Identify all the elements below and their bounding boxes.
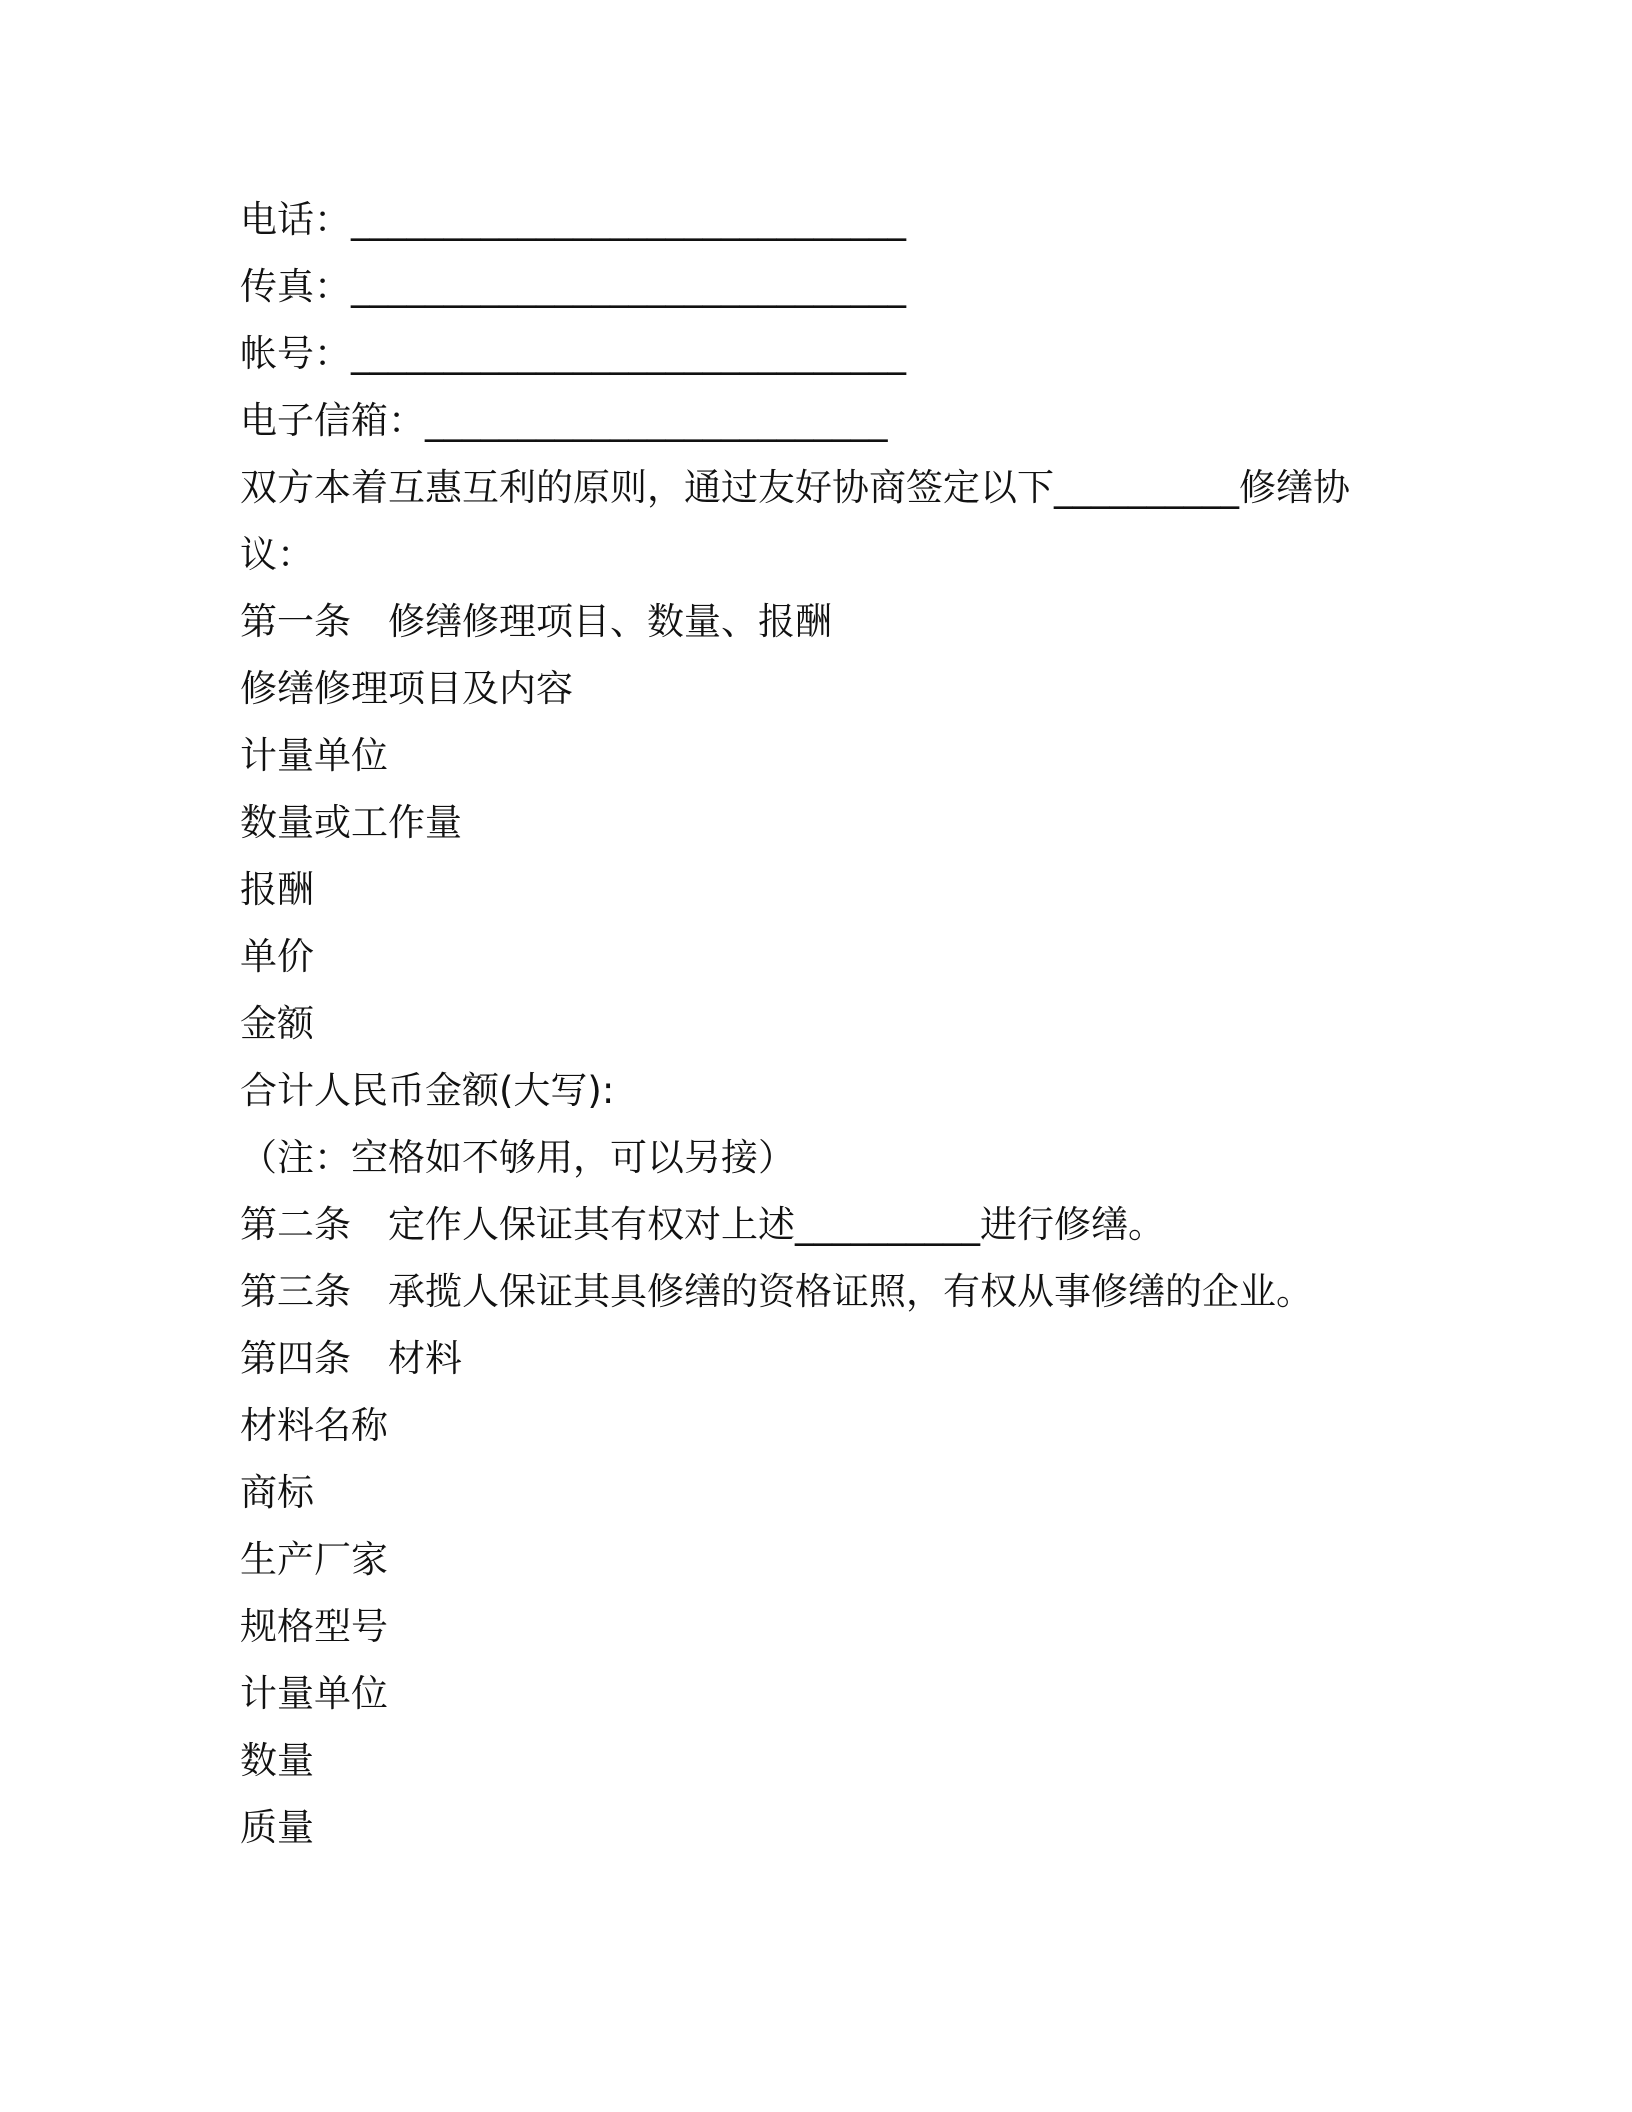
article-2: 第二条 定作人保证其有权对上述__________进行修缮。 [240, 1203, 1165, 1246]
spec-model-label: 规格型号 [240, 1605, 388, 1648]
remuneration-label: 报酬 [240, 868, 314, 911]
material-unit-label: 计量单位 [240, 1672, 388, 1715]
amount-label: 金额 [240, 1002, 314, 1045]
fax-line: 传真：______________________________ [240, 265, 906, 308]
material-quantity-label: 数量 [240, 1739, 314, 1782]
unit-label: 计量单位 [240, 734, 388, 777]
intro-paragraph-line-1: 双方本着互惠互利的原则，通过友好协商签定以下__________修缮协 [240, 466, 1350, 509]
total-amount-label: 合计人民币金额(大写): [240, 1069, 615, 1112]
email-line: 电子信箱：_________________________ [240, 399, 888, 442]
trademark-label: 商标 [240, 1471, 314, 1514]
quality-label: 质量 [240, 1806, 314, 1849]
article-1-heading: 第一条 修缮修理项目、数量、报酬 [240, 600, 832, 643]
phone-line: 电话：______________________________ [240, 198, 906, 241]
note-line: （注：空格如不够用，可以另接） [240, 1136, 795, 1179]
account-line: 帐号：______________________________ [240, 332, 906, 375]
material-name-label: 材料名称 [240, 1404, 388, 1447]
intro-paragraph-line-2: 议： [240, 533, 314, 576]
repair-item-label: 修缮修理项目及内容 [240, 667, 573, 710]
article-4-heading: 第四条 材料 [240, 1337, 462, 1380]
document-body [240, 186, 1400, 1861]
quantity-label: 数量或工作量 [240, 801, 462, 844]
unit-price-label: 单价 [240, 935, 314, 978]
manufacturer-label: 生产厂家 [240, 1538, 388, 1581]
article-3: 第三条 承揽人保证其具修缮的资格证照，有权从事修缮的企业。 [240, 1270, 1313, 1313]
